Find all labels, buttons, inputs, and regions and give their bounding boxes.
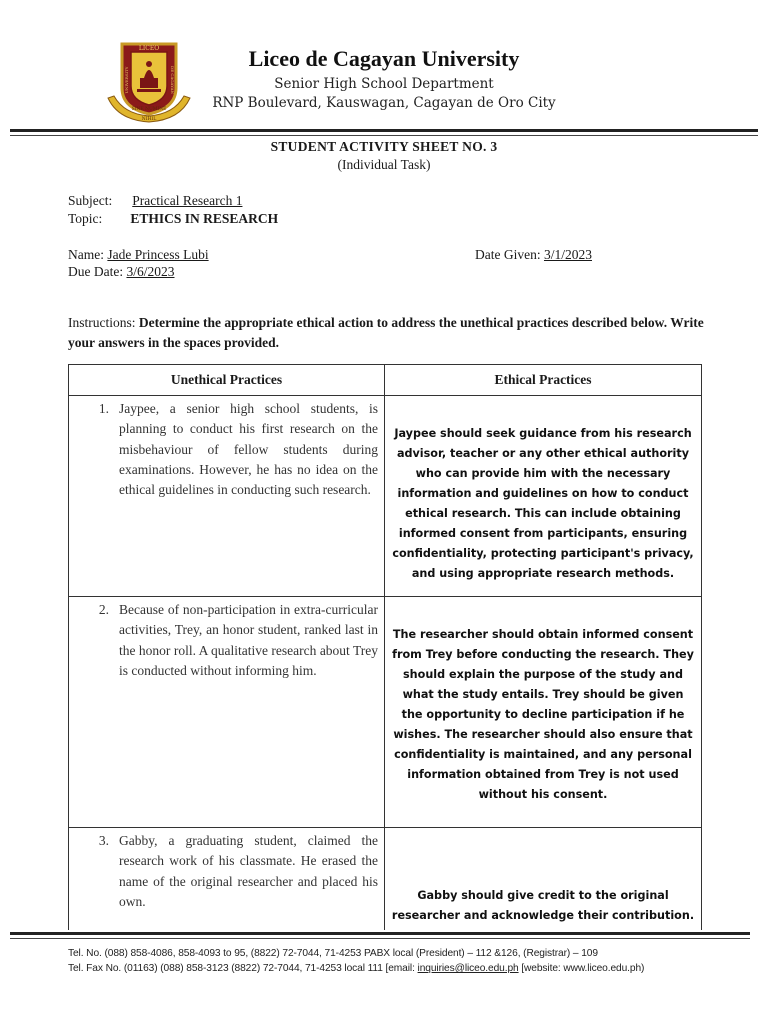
table-row [69,396,702,597]
date-given-row [475,247,592,263]
university-seal-logo [104,40,194,126]
unethical-cell [69,396,385,597]
subject-value: Practical Research 1 [132,193,243,208]
practices-table [68,364,702,947]
due-date-value: 3/6/2023 [126,264,175,279]
ethical-answer-cell[interactable] [385,597,702,828]
table-row [69,828,702,947]
topic-value: ETHICS IN RESEARCH [130,211,279,226]
ethical-answer-text: Jaypee should seek guidance from his research advisor, teacher or any other ethical authority who can provide him with the necessary information and guidelines on how to conduct ethical research. This can include obtaining informed consent from participants, ensuring confidentiality, protecting participant's privacy, and using appropriate research methods. [392,427,694,580]
instructions-label: Instructions: [68,315,136,330]
seal-motto: SINE NUMINE [131,107,167,112]
instructions-text: Determine the appropriate ethical action to address the unethical practices described below. Write your answers in the spaces provided. [68,315,704,350]
unethical-cell [69,828,385,947]
header-ethical-practices: Ethical Practices [385,365,702,396]
item-number: 1. [98,401,109,416]
header-unethical-practices: Unethical Practices [69,365,385,396]
topic-label: Topic: [68,211,103,226]
due-date-label: Due Date: [68,264,124,279]
university-address: RNP Boulevard, Kauswagan, Cagayan de Oro City [212,95,556,111]
department-name: Senior High School Department [274,76,494,92]
item-number: 3. [98,833,109,848]
seal-right-text: DE CAGAYAN [170,66,175,94]
ethical-answer-text: Gabby should give credit to the original researcher and acknowledge their contribution. [391,889,695,922]
seal-left-text: UNIVERSITY [124,66,129,94]
unethical-text: Gabby, a graduating student, claimed the research work of his classmate. He erased the name of the original researcher and placed his own. [119,833,378,909]
ethical-answer-text: The researcher should obtain informed consent from Trey before conducting the research. They should explain the purpose of the study and what the study entails. Trey should be given the opportunity to decline participation if he wishes. The researcher should also ensure that confidentiality is maintained, and any personal information obtained from Trey is not used without his consent. [392,628,694,801]
ethical-answer-cell[interactable] [385,396,702,597]
table-row [69,597,702,828]
sheet-title: STUDENT ACTIVITY SHEET NO. 3 [270,139,498,154]
seal-bottom-text: NIHIL [141,117,157,122]
footer-divider-thin [10,938,750,939]
footer-fax-prefix: Tel. Fax No. (01163) (088) 858-3123 (8822) 72-7044, 71-4253 local 111 [email: [68,963,418,974]
date-given-label: Date Given: [475,247,541,262]
topic-row [68,211,278,227]
subject-row [68,193,242,209]
university-name: Liceo de Cagayan University [248,46,520,71]
unethical-text: Jaypee, a senior high school students, is planning to conduct his first research on the misbehaviour of fellow students during examinations. However, he has no idea on the ethical guidelines in conducting such research. [119,401,378,498]
name-label: Name: [68,247,104,262]
header-divider-thick [10,129,758,132]
header-divider-thin [10,135,758,136]
item-number: 2. [98,602,109,617]
sheet-subtitle: (Individual Task) [337,157,431,172]
subject-label: Subject: [68,193,113,208]
unethical-cell [69,597,385,828]
ethical-answer-cell[interactable] [385,828,702,947]
unethical-text: Because of non-participation in extra-curricular activities, Trey, an honor student, ranked last in the honor roll. A qualitative research about Trey is conducted without informing him. [119,602,378,678]
footer-website: [website: www.liceo.edu.ph) [521,963,645,974]
footer-email-link[interactable]: inquiries@liceo.edu.ph [417,963,519,974]
due-date-row [68,264,175,280]
date-given-value: 3/1/2023 [543,247,592,262]
footer-fax-line [68,963,748,974]
name-value: Jade Princess Lubi [107,247,209,262]
footer-area [0,930,768,1024]
instructions [68,313,708,353]
name-row [68,247,209,263]
seal-top-text: LICEO [138,45,160,52]
footer-phone-line: Tel. No. (088) 858-4086, 858-4093 to 95, (8822) 72-7044, 71-4253 PABX local (President) – 112 &126, (Registrar) – 109 [68,948,598,959]
footer-divider-thick [10,932,750,935]
